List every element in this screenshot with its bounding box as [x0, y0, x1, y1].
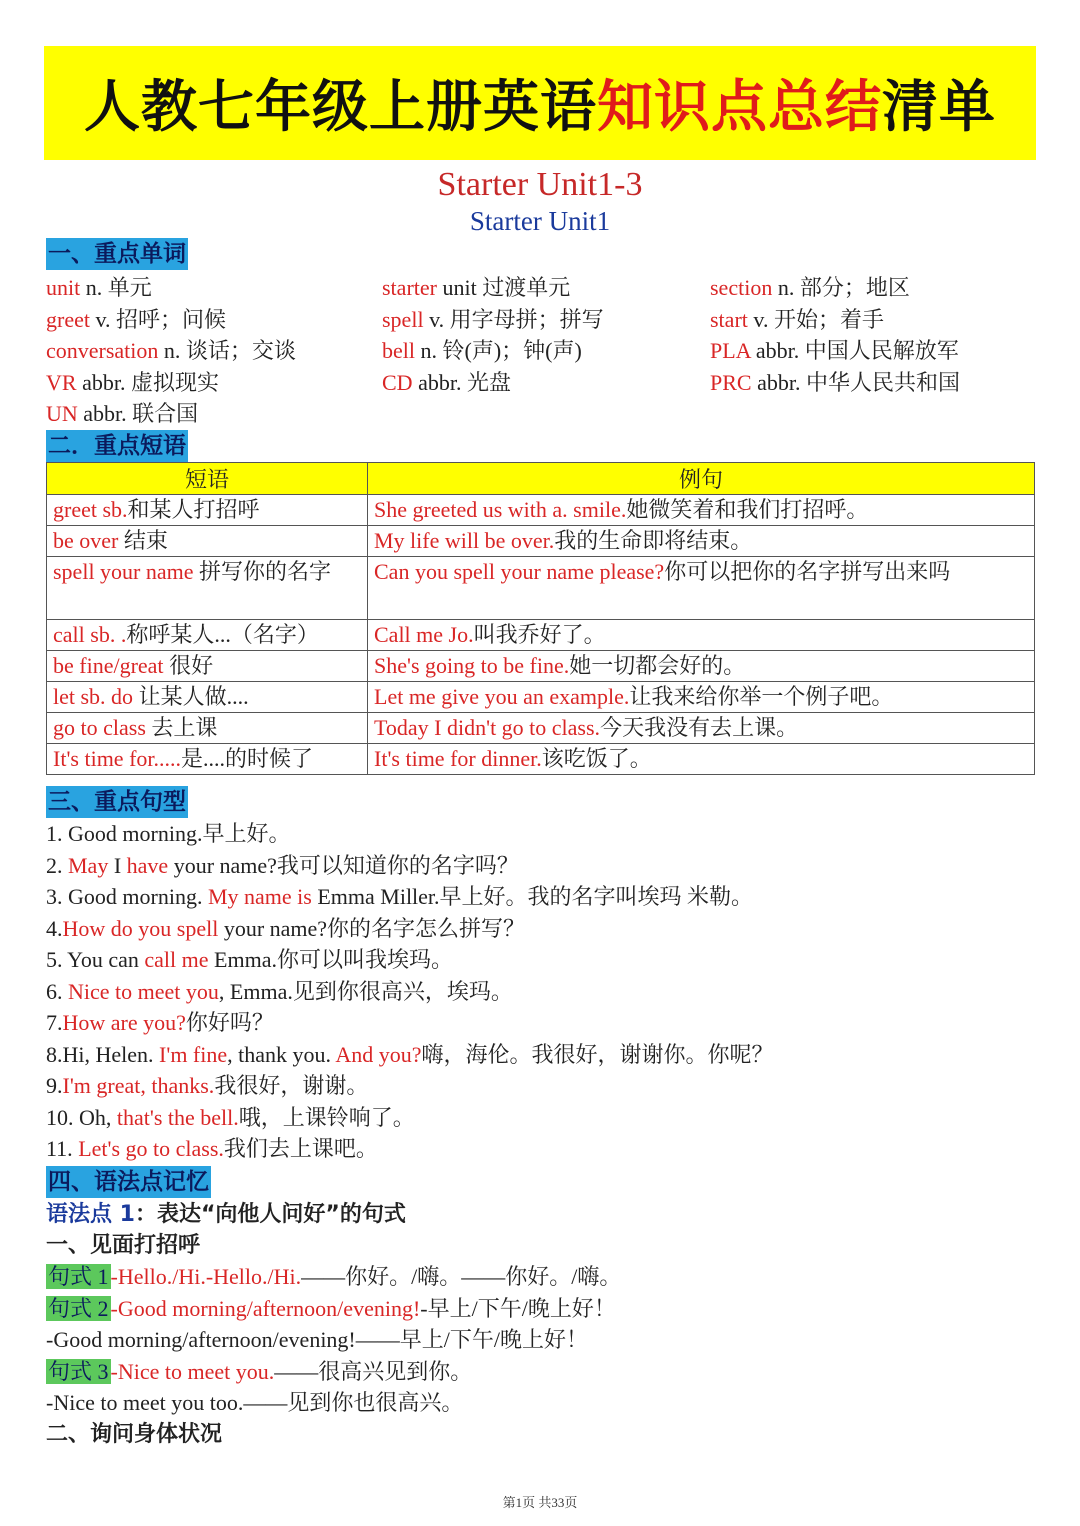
sentence-item — [46, 850, 1036, 882]
vocab-word: unit — [46, 275, 81, 300]
example-cell — [368, 620, 1035, 651]
vocab-item — [710, 335, 1036, 367]
vocab-word: conversation — [46, 338, 159, 363]
document-subtitle: Starter Unit1-3 — [437, 166, 643, 203]
vocab-word: starter — [382, 275, 437, 300]
grammar-point-text: ：表达“向他人问好”的句式 — [134, 1202, 406, 1227]
sentence-text: 5. You can — [46, 947, 145, 972]
vocab-word: PLA — [710, 338, 751, 363]
phrase-chinese: 拼写你的名字 — [193, 559, 332, 584]
pattern-3-tag: 句式 3 — [48, 1358, 109, 1384]
banner-title-red: 知识点总结 — [597, 74, 882, 140]
vocab-item — [46, 367, 382, 399]
phrase-cell — [47, 651, 368, 682]
unit-title: Starter Unit1 — [469, 206, 611, 236]
vocab-item — [382, 304, 710, 336]
vocab-item — [710, 398, 1036, 430]
sentence-item — [46, 944, 1036, 976]
example-english: Let me give you an example. — [374, 684, 630, 709]
sentence-item — [46, 1007, 1036, 1039]
vocab-definition: abbr. 中华人民共和国 — [751, 369, 960, 395]
vocab-word: bell — [382, 338, 415, 363]
example-english: She greeted us with a. smile. — [374, 497, 627, 522]
sentence-list — [46, 818, 1036, 1165]
vocab-definition: unit 过渡单元 — [436, 275, 571, 300]
sentence-text: your name?你的名字怎么拼写？ — [218, 915, 526, 941]
example-cell — [368, 713, 1035, 744]
vocab-row — [46, 304, 1036, 336]
table-row — [47, 620, 1035, 651]
phrase-cell — [47, 495, 368, 526]
section-heading-sentences: 三、重点句型 — [46, 786, 188, 818]
example-cell — [368, 651, 1035, 682]
sentence-text: 11. — [46, 1136, 79, 1161]
vocab-word: UN — [46, 401, 78, 426]
banner-title-black: 人教七年级上册英语 — [84, 74, 597, 140]
phrase-cell — [47, 713, 368, 744]
vocab-word: PRC — [710, 369, 752, 395]
phrase-english: let sb. do — [53, 684, 134, 709]
vocab-word: spell — [382, 306, 424, 332]
pattern-1 — [46, 1261, 1036, 1293]
vocab-row — [46, 398, 1036, 430]
table-row — [47, 744, 1035, 775]
example-english: Call me Jo. — [374, 622, 474, 647]
phrase-english: spell your name — [53, 559, 194, 584]
sentence-text: I — [108, 852, 127, 878]
vocab-item — [382, 335, 710, 367]
sentence-item — [46, 1102, 1036, 1134]
sentence-item — [46, 913, 1036, 945]
vocab-row — [46, 272, 1036, 304]
example-chinese: 该吃饭了。 — [541, 746, 652, 771]
section-heading-vocab: 一、重点单词 — [46, 238, 188, 270]
sentence-text: , Emma.见到你很高兴，埃玛。 — [218, 978, 513, 1004]
example-chinese: 今天我没有去上课。 — [600, 715, 799, 740]
phrase-cell — [47, 557, 368, 620]
example-cell — [368, 557, 1035, 620]
sentence-text: 10. Oh, — [46, 1104, 117, 1130]
sentence-text: 9. — [46, 1073, 63, 1098]
sentence-text: 8.Hi, Helen. — [46, 1041, 160, 1067]
sentence-item — [46, 1039, 1036, 1071]
sentence-text: Emma Miller.早上好。我的名字叫埃玛 米勒。 — [311, 884, 754, 909]
phrase-cell — [47, 744, 368, 775]
grammar-point-label: 语法点 1 — [46, 1202, 135, 1227]
sentence-text: 我很好，谢谢。 — [214, 1073, 369, 1098]
example-chinese: 我的生命即将结束。 — [554, 528, 753, 553]
phrase-english: be over — [53, 528, 119, 553]
vocab-row — [46, 335, 1036, 367]
vocab-list — [46, 272, 1036, 430]
vocab-definition: abbr. 光盘 — [412, 369, 511, 395]
sentence-key-phrase: that's the bell. — [116, 1104, 239, 1130]
vocab-definition: v. 用字母拼；拼写 — [423, 306, 604, 332]
table-row — [47, 495, 1035, 526]
pattern-3 — [46, 1356, 1036, 1388]
phrase-english: greet sb. — [53, 497, 128, 522]
pattern-3-reply: -Nice to meet you too.——见到你也很高兴。 — [46, 1390, 464, 1415]
grammar-section — [46, 1198, 1036, 1450]
vocab-definition: n. 谈话；交谈 — [158, 338, 296, 363]
sentence-text: 7. — [46, 1010, 63, 1035]
page-footer: 第1页 共33页 — [502, 1495, 578, 1510]
table-row — [47, 682, 1035, 713]
example-cell — [368, 526, 1035, 557]
example-chinese: 叫我乔好了。 — [473, 622, 606, 647]
sentence-key-phrase: May — [68, 852, 109, 878]
vocab-item — [382, 398, 710, 430]
phrase-english: be fine/great — [53, 653, 164, 678]
example-english: My life will be over. — [374, 528, 555, 553]
vocab-definition: v. 开始；着手 — [747, 306, 884, 332]
phrase-table — [46, 462, 1035, 775]
banner-title-end: 清单 — [882, 74, 996, 140]
table-row — [47, 526, 1035, 557]
phrase-cell — [47, 620, 368, 651]
sentence-key-phrase: Let's go to class. — [78, 1136, 224, 1161]
example-chinese: 让我来给你举一个例子吧。 — [629, 684, 894, 709]
phrase-chinese: 和某人打招呼 — [127, 497, 260, 522]
vocab-word: start — [710, 306, 748, 332]
vocab-definition: n. 单元 — [80, 275, 152, 300]
vocab-definition: n. 铃(声)；钟(声) — [415, 338, 582, 363]
sentence-item — [46, 881, 1036, 913]
sentence-key-phrase: call me — [144, 947, 209, 972]
pattern-2-tag: 句式 2 — [48, 1295, 109, 1321]
sentence-item — [46, 818, 1036, 850]
phrase-chinese: 是....的时候了 — [181, 746, 314, 771]
vocab-item — [46, 272, 382, 304]
phrase-english: call sb. . — [53, 622, 127, 647]
vocab-item — [382, 272, 710, 304]
vocab-item — [46, 304, 382, 336]
example-cell — [368, 744, 1035, 775]
sentence-key-phrase: How do you spell — [62, 915, 219, 941]
vocab-item — [46, 335, 382, 367]
sentence-text: 哦，上课铃响了。 — [238, 1104, 415, 1130]
sentence-item — [46, 1070, 1036, 1102]
pattern-2 — [46, 1293, 1036, 1325]
vocab-word: VR — [46, 369, 77, 395]
vocab-definition: abbr. 联合国 — [77, 401, 199, 426]
example-english: It's time for dinner. — [374, 746, 542, 771]
phrase-header: 短语 — [47, 463, 368, 495]
sentence-text: 我们去上课吧。 — [223, 1136, 378, 1161]
vocab-item — [46, 398, 382, 430]
example-english: Today I didn't go to class. — [374, 715, 601, 740]
pattern-1-chinese: ——你好。/嗨。——你好。/嗨。 — [301, 1264, 622, 1289]
sentence-key-phrase: My name is — [207, 884, 312, 909]
example-chinese: 你可以把你的名字拼写出来吗 — [664, 559, 951, 584]
sentence-text: 6. — [46, 978, 68, 1004]
sentence-key-phrase: How are you? — [62, 1010, 186, 1035]
vocab-item — [710, 304, 1036, 336]
pattern-1-tag: 句式 1 — [48, 1264, 109, 1289]
section-heading-phrases: 二．重点短语 — [46, 430, 188, 462]
sentence-key-phrase: Nice to meet you — [68, 978, 219, 1004]
table-row — [47, 651, 1035, 682]
phrase-chinese: 很好 — [163, 653, 214, 678]
sentence-text: 2. — [46, 852, 68, 878]
sentence-item — [46, 1133, 1036, 1165]
phrase-chinese: 称呼某人...（名字） — [126, 622, 319, 647]
vocab-definition: n. 部分；地区 — [772, 275, 910, 300]
page-banner — [44, 46, 1036, 160]
phrase-cell — [47, 526, 368, 557]
vocab-item — [710, 367, 1036, 399]
vocab-word: CD — [382, 369, 413, 395]
section-heading-grammar: 四、语法点记忆 — [46, 1166, 211, 1198]
phrase-english: It's time for..... — [53, 746, 182, 771]
vocab-word: greet — [46, 306, 90, 332]
sentence-key-phrase: I'm great, thanks. — [62, 1073, 215, 1098]
grammar-point — [46, 1198, 1036, 1230]
vocab-definition: abbr. 中国人民解放军 — [750, 338, 959, 363]
sentence-text: 1. Good morning.早上好。 — [46, 821, 291, 846]
vocab-word: section — [710, 275, 773, 300]
sentence-text: 嗨，海伦。我很好，谢谢你。你呢？ — [421, 1041, 774, 1067]
pattern-2-chinese: -早上/下午/晚上好！ — [420, 1295, 616, 1321]
phrase-english: go to class — [53, 715, 146, 740]
vocab-item — [710, 272, 1036, 304]
phrase-chinese: 去上课 — [145, 715, 218, 740]
sentence-text: , thank you. — [227, 1041, 336, 1067]
pattern-3-chinese: ——很高兴见到你。 — [274, 1358, 473, 1384]
vocab-definition: v. 招呼；问候 — [89, 306, 227, 332]
vocab-item — [382, 367, 710, 399]
example-chinese: 她一切都会好的。 — [569, 653, 746, 678]
pattern-3-english: -Nice to meet you. — [110, 1358, 275, 1384]
phrase-chinese: 让某人做.... — [133, 684, 249, 709]
sentence-text: 4. — [46, 915, 63, 941]
pattern-1-english: -Hello./Hi.-Hello./Hi. — [110, 1264, 302, 1289]
sentence-text: your name?我可以知道你的名字吗？ — [168, 852, 519, 878]
example-header: 例句 — [368, 463, 1035, 495]
sentence-item — [46, 976, 1036, 1008]
example-english: Can you spell your name please? — [374, 559, 665, 584]
example-cell — [368, 682, 1035, 713]
grammar-sub-heading: 一、见面打招呼 — [46, 1232, 201, 1258]
sentence-key-phrase: I'm fine — [159, 1041, 228, 1067]
pattern-2-english: -Good morning/afternoon/evening! — [110, 1295, 421, 1321]
phrase-cell — [47, 682, 368, 713]
example-english: She's going to be fine. — [374, 653, 570, 678]
pattern-2-reply: -Good morning/afternoon/evening!——早上/下午/晚上好！ — [46, 1327, 588, 1352]
example-chinese: 她微笑着和我们打招呼。 — [626, 497, 869, 522]
sentence-text: Emma.你可以叫我埃玛。 — [208, 947, 453, 972]
table-row — [47, 713, 1035, 744]
phrase-chinese: 结束 — [118, 528, 168, 553]
example-cell — [368, 495, 1035, 526]
table-row — [47, 557, 1035, 620]
sentence-text: 3. Good morning. — [46, 884, 208, 909]
grammar-sub-heading-2: 二、询问身体状况 — [46, 1421, 223, 1447]
sentence-text: 你好吗？ — [185, 1010, 274, 1035]
vocab-row — [46, 367, 1036, 399]
sentence-key-phrase: And you? — [335, 1041, 422, 1067]
sentence-key-phrase: have — [126, 852, 169, 878]
vocab-definition: abbr. 虚拟现实 — [76, 369, 219, 395]
